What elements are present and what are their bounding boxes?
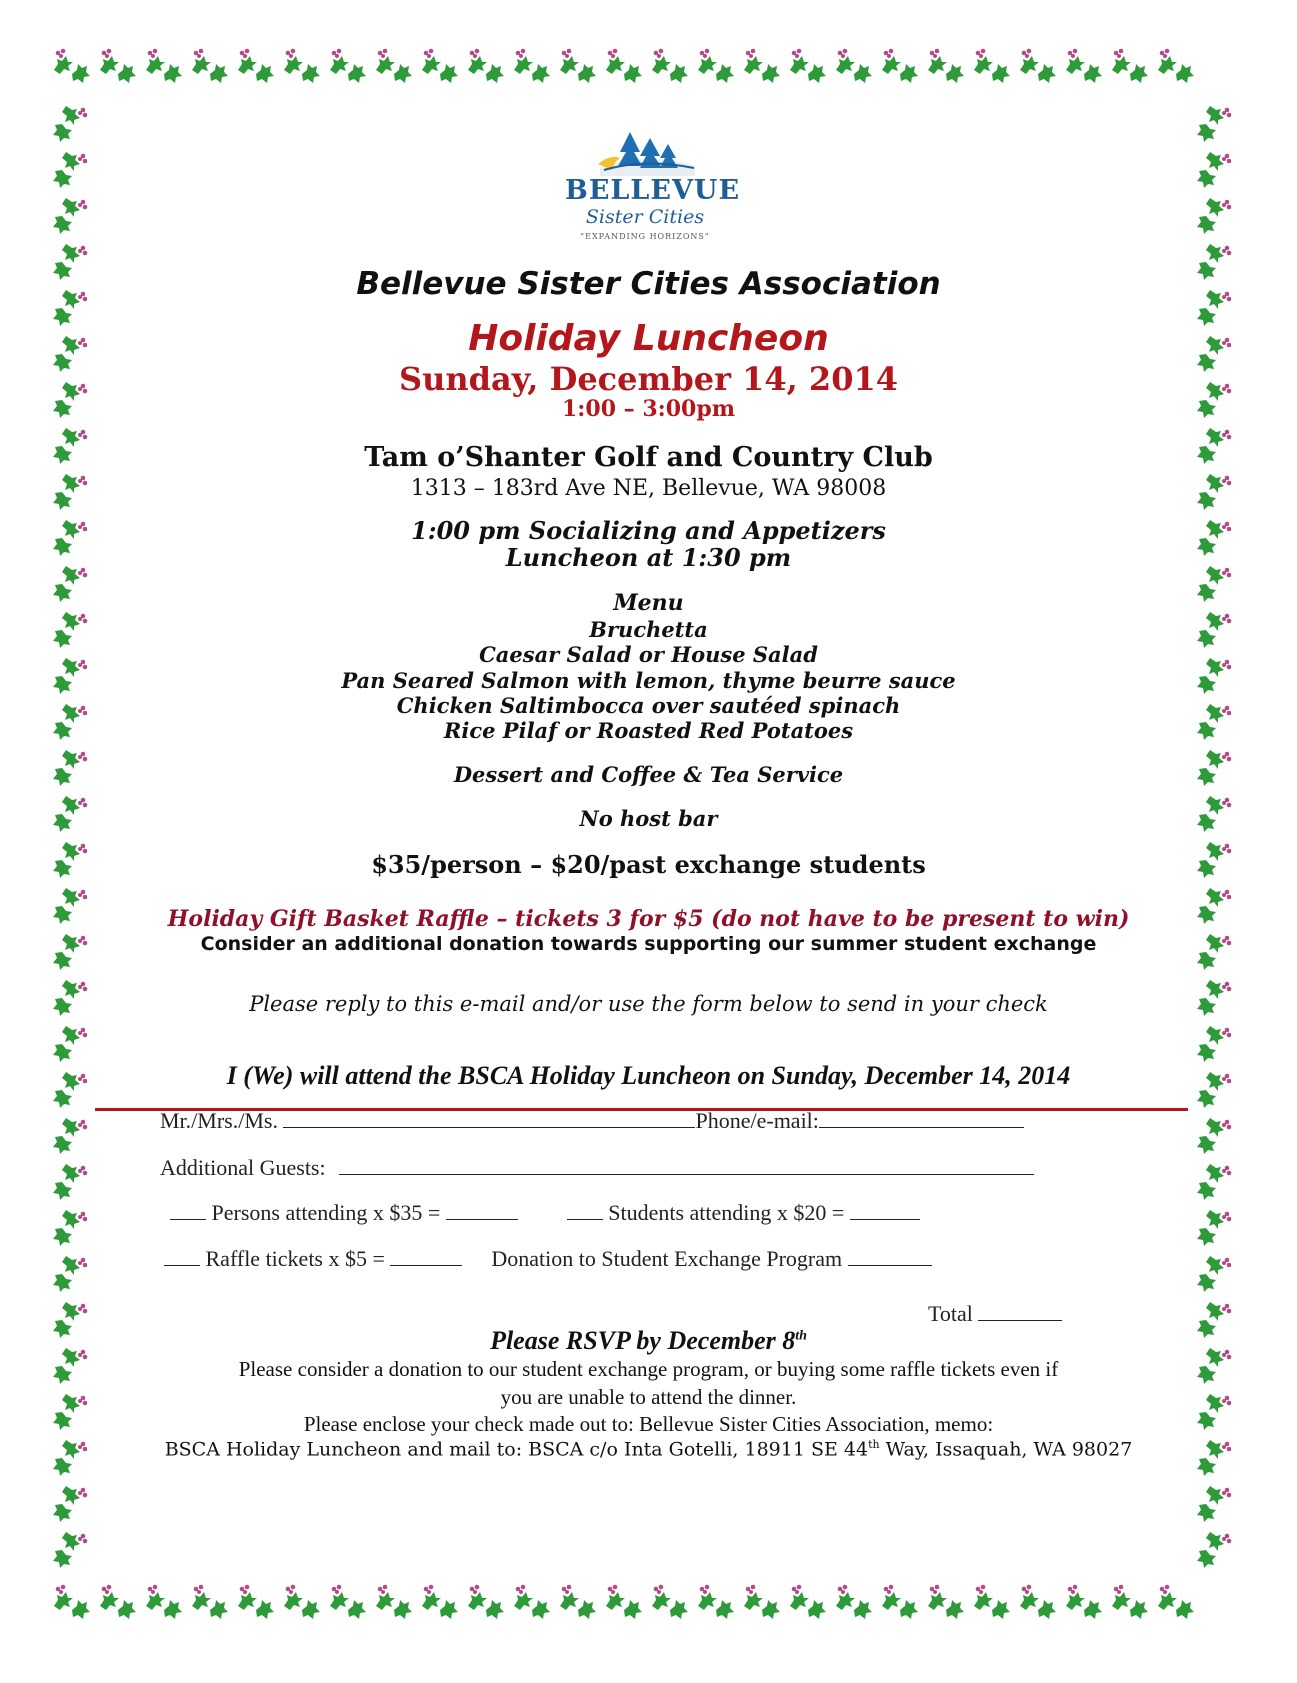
phone-label: Phone/e-mail: bbox=[695, 1108, 819, 1133]
holly-leaf-icon bbox=[232, 1580, 278, 1626]
phone-email-field[interactable] bbox=[819, 1109, 1024, 1128]
holly-leaf-icon bbox=[646, 1580, 692, 1626]
holly-leaf-icon bbox=[324, 44, 370, 90]
guests-label: Additional Guests: bbox=[160, 1155, 326, 1180]
trees-logo-icon bbox=[590, 128, 700, 176]
holly-leaf-icon bbox=[738, 1580, 784, 1626]
holly-leaf-icon bbox=[1190, 1020, 1236, 1066]
venue-name: Tam o’Shanter Golf and Country Club bbox=[364, 442, 933, 473]
holly-leaf-icon bbox=[1190, 1112, 1236, 1158]
logo-name: BELLEVUE bbox=[565, 175, 741, 206]
holly-leaf-icon bbox=[1152, 44, 1198, 90]
holly-leaf-icon bbox=[508, 1580, 554, 1626]
holly-leaf-icon bbox=[232, 44, 278, 90]
raffle-label: Raffle tickets x $5 = bbox=[205, 1246, 385, 1271]
holly-leaf-icon bbox=[140, 1580, 186, 1626]
reply-note: Please reply to this e-mail and/or use the form below to send in your check bbox=[249, 992, 1048, 1016]
mail-sup: th bbox=[868, 1438, 880, 1451]
holly-leaf-icon bbox=[1190, 1250, 1236, 1296]
enclose-line: Please enclose your check made out to: Bellevue Sister Cities Association, memo: bbox=[303, 1412, 994, 1436]
holly-leaf-icon bbox=[692, 1580, 738, 1626]
event-date: Sunday, December 14, 2014 bbox=[399, 360, 898, 398]
holly-leaf-icon bbox=[876, 44, 922, 90]
holly-leaf-icon bbox=[554, 1580, 600, 1626]
consider-line-2: you are unable to attend the dinner. bbox=[500, 1385, 797, 1409]
total-row bbox=[928, 1301, 1062, 1327]
holly-leaf-icon bbox=[646, 44, 692, 90]
persons-count-field[interactable] bbox=[170, 1201, 206, 1220]
holly-leaf-icon bbox=[324, 1580, 370, 1626]
holly-leaf-icon bbox=[508, 44, 554, 90]
holly-leaf-icon bbox=[278, 44, 324, 90]
holly-leaf-icon bbox=[1152, 1580, 1198, 1626]
holly-leaf-icon bbox=[48, 1580, 94, 1626]
venue-address: 1313 – 183rd Ave NE, Bellevue, WA 98008 bbox=[410, 476, 887, 501]
additional-guests-field[interactable] bbox=[339, 1156, 1034, 1175]
holly-leaf-icon bbox=[186, 1580, 232, 1626]
holly-leaf-icon bbox=[1060, 44, 1106, 90]
rsvp-heading-sup: th bbox=[795, 1328, 807, 1344]
event-time: 1:00 – 3:00pm bbox=[561, 396, 736, 422]
holly-leaf-icon bbox=[416, 44, 462, 90]
mail-prefix: BSCA Holiday Luncheon and mail to: BSCA c/o Inta Gotelli, 18911 SE 44 bbox=[164, 1438, 869, 1461]
donation-label: Donation to Student Exchange Program bbox=[491, 1246, 843, 1271]
name-label: Mr./Mrs./Ms. bbox=[160, 1108, 278, 1133]
holly-border-top bbox=[48, 44, 1198, 90]
pricing-line: $35/person – $20/past exchange students bbox=[371, 850, 926, 879]
logo-tagline: "EXPANDING HORIZONS" bbox=[580, 232, 710, 241]
holly-leaf-icon bbox=[692, 44, 738, 90]
menu-item: Pan Seared Salmon with lemon, thyme beurre sauce bbox=[341, 668, 956, 693]
holly-leaf-icon bbox=[1190, 146, 1236, 192]
guests-row bbox=[160, 1155, 1034, 1181]
holly-leaf-icon bbox=[46, 100, 92, 146]
menu-title: Menu bbox=[613, 590, 684, 616]
students-count-field[interactable] bbox=[567, 1201, 603, 1220]
name-row bbox=[160, 1108, 1024, 1134]
holly-leaf-icon bbox=[46, 1020, 92, 1066]
holly-leaf-icon bbox=[922, 44, 968, 90]
holly-leaf-icon bbox=[46, 1158, 92, 1204]
holly-leaf-icon bbox=[1014, 1580, 1060, 1626]
holly-leaf-icon bbox=[968, 44, 1014, 90]
raffle-amount-field[interactable] bbox=[390, 1247, 462, 1266]
holly-leaf-icon bbox=[922, 1580, 968, 1626]
form-heading: I (We) will attend the BSCA Holiday Luncheon on Sunday, December 14, 2014 bbox=[226, 1061, 1071, 1090]
donation-amount-field[interactable] bbox=[848, 1247, 932, 1266]
holly-leaf-icon bbox=[830, 44, 876, 90]
holly-leaf-icon bbox=[600, 1580, 646, 1626]
menu-item: Caesar Salad or House Salad bbox=[479, 642, 818, 667]
holly-leaf-icon bbox=[370, 44, 416, 90]
holly-leaf-icon bbox=[554, 44, 600, 90]
holly-leaf-icon bbox=[462, 1580, 508, 1626]
holly-leaf-icon bbox=[1106, 1580, 1152, 1626]
logo-subtitle: Sister Cities bbox=[585, 206, 705, 228]
holly-leaf-icon bbox=[46, 1204, 92, 1250]
dessert-line: Dessert and Coffee & Tea Service bbox=[453, 762, 844, 787]
organization-title: Bellevue Sister Cities Association bbox=[356, 266, 941, 302]
holly-leaf-icon bbox=[46, 146, 92, 192]
holly-leaf-icon bbox=[1190, 1526, 1236, 1572]
schedule-luncheon: Luncheon at 1:30 pm bbox=[505, 543, 792, 572]
students-label: Students attending x $20 = bbox=[608, 1200, 845, 1225]
holly-leaf-icon bbox=[830, 1580, 876, 1626]
holly-leaf-icon bbox=[278, 1580, 324, 1626]
holly-leaf-icon bbox=[46, 1526, 92, 1572]
holly-leaf-icon bbox=[1190, 1204, 1236, 1250]
holly-leaf-icon bbox=[140, 44, 186, 90]
menu-item: Rice Pilaf or Roasted Red Potatoes bbox=[443, 718, 854, 743]
name-field[interactable] bbox=[283, 1109, 695, 1128]
bellevue-sister-cities-logo bbox=[565, 128, 741, 241]
persons-label: Persons attending x $35 = bbox=[211, 1200, 441, 1225]
event-title: Holiday Luncheon bbox=[468, 318, 829, 359]
holly-leaf-icon bbox=[1106, 44, 1152, 90]
holly-leaf-icon bbox=[94, 44, 140, 90]
holly-leaf-icon bbox=[46, 192, 92, 238]
holly-leaf-icon bbox=[600, 44, 646, 90]
holly-leaf-icon bbox=[968, 1580, 1014, 1626]
raffle-count-field[interactable] bbox=[164, 1247, 200, 1266]
donation-note: Consider an additional donation towards supporting our summer student exchange bbox=[200, 933, 1097, 955]
mail-suffix: Way, Issaquah, WA 98027 bbox=[879, 1438, 1133, 1461]
holly-leaf-icon bbox=[416, 1580, 462, 1626]
holly-border-bottom bbox=[48, 1580, 1198, 1626]
holly-leaf-icon bbox=[876, 1580, 922, 1626]
holly-leaf-icon bbox=[1190, 100, 1236, 146]
holly-leaf-icon bbox=[784, 44, 830, 90]
holly-leaf-icon bbox=[738, 44, 784, 90]
holly-leaf-icon bbox=[1060, 1580, 1106, 1626]
holly-leaf-icon bbox=[94, 1580, 140, 1626]
bar-line: No host bar bbox=[579, 806, 718, 831]
holly-leaf-icon bbox=[1190, 1480, 1236, 1526]
holly-leaf-icon bbox=[46, 1480, 92, 1526]
holly-leaf-icon bbox=[1190, 192, 1236, 238]
holly-leaf-icon bbox=[1014, 44, 1060, 90]
holly-leaf-icon bbox=[46, 1112, 92, 1158]
holly-leaf-icon bbox=[1190, 1158, 1236, 1204]
total-label: Total bbox=[928, 1301, 973, 1326]
holly-leaf-icon bbox=[462, 44, 508, 90]
raffle-row bbox=[164, 1246, 932, 1272]
holly-leaf-icon bbox=[370, 1580, 416, 1626]
menu-item: Bruchetta bbox=[589, 617, 708, 642]
mail-line bbox=[0, 1438, 1297, 1460]
rsvp-heading-text: Please RSVP by December 8 bbox=[490, 1326, 796, 1355]
raffle-line: Holiday Gift Basket Raffle – tickets 3 for $5 (do not have to be present to win) bbox=[167, 906, 1130, 932]
attendance-row bbox=[170, 1200, 920, 1226]
consider-line-1: Please consider a donation to our student exchange program, or buying some raffle tickets even if bbox=[238, 1357, 1059, 1381]
holly-leaf-icon bbox=[48, 44, 94, 90]
persons-amount-field[interactable] bbox=[446, 1201, 518, 1220]
holly-leaf-icon bbox=[186, 44, 232, 90]
rsvp-heading bbox=[0, 1326, 1297, 1356]
menu-item: Chicken Saltimbocca over sautéed spinach bbox=[396, 693, 901, 718]
schedule-socializing: 1:00 pm Socializing and Appetizers bbox=[411, 516, 886, 545]
total-field[interactable] bbox=[978, 1302, 1062, 1321]
holly-leaf-icon bbox=[784, 1580, 830, 1626]
holly-leaf-icon bbox=[46, 1250, 92, 1296]
students-amount-field[interactable] bbox=[850, 1201, 920, 1220]
